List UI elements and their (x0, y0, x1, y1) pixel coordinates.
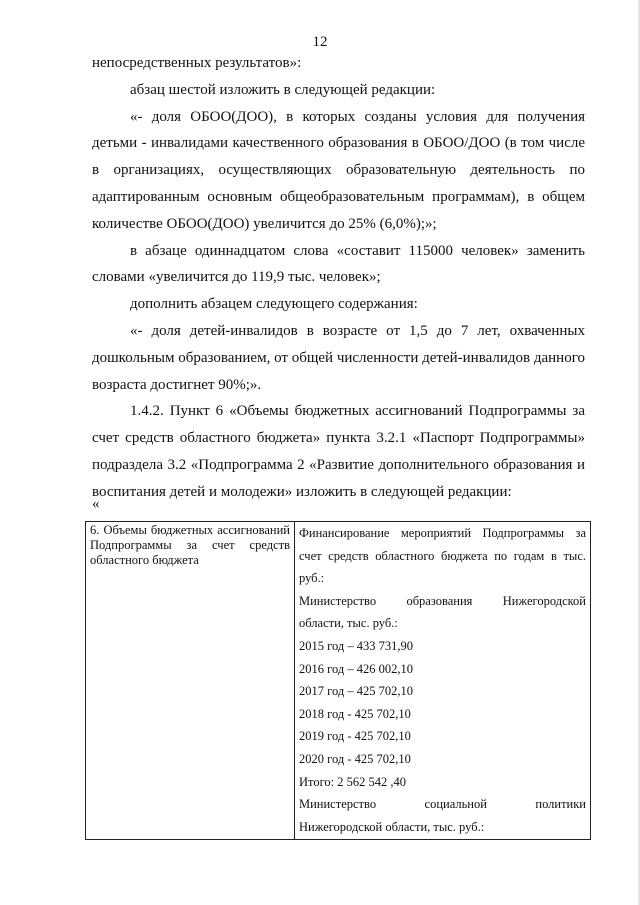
table-line: Министерство социальной политики (299, 797, 586, 812)
page-number: 12 (312, 34, 328, 50)
table-line: 2017 год – 425 702,10 (299, 684, 413, 699)
table-line: счет средств областного бюджета по годам в тыс. (299, 548, 586, 563)
paragraph: «- доля детей-инвалидов в возрасте от 1,5 до 7 лет, охваченных дошкольным образованием, от общей численности детей-инвалидов данного возраста достигнет 90%;». (92, 322, 585, 393)
paragraph: «- доля ОБОО(ДОО), в которых созданы условия для получения детьми - инвалидами качественного образования в ОБОО/ДОО (в том числе в организациях, осуществляющих образовательную деятельность по адаптированным основным общеобразовательным программам), в общем количестве ОБОО(ДОО) увеличится до 25% (6,0%);»; (92, 108, 585, 232)
paragraph: непосредственных результатов»: (92, 55, 302, 71)
opening-quote: « (92, 496, 100, 512)
table-line: 2015 год – 433 731,90 (299, 638, 413, 653)
table-cell-content (295, 522, 591, 840)
table-row (86, 522, 591, 840)
paragraph: 1.4.2. Пункт 6 «Объемы бюджетных ассигнований Подпрограммы за счет средств областного бюджета» пункта 3.2.1 «Паспорт Подпрограммы» подраздела 3.2 «Подпрограмма 2 «Развитие дополнительного образования и воспитания детей и молодежи» изложить в следующей редакции: (92, 403, 585, 500)
table-line: Итого: 2 562 542 ,40 (299, 774, 406, 789)
table-line: Министерство образования Нижегородской (299, 593, 586, 608)
table-cell-label: 6. Объемы бюджетных ассигнований Подпрограммы за счет средств областного бюджета (86, 522, 295, 840)
paragraph: в абзаце одиннадцатом слова «составит 115000 человек» заменить словами «увеличится до 119,9 тыс. человек»; (92, 242, 585, 286)
table-line: 2020 год - 425 702,10 (299, 751, 411, 766)
table-line: 2019 год - 425 702,10 (299, 729, 411, 744)
table-line: области, тыс. руб.: (299, 616, 398, 631)
paragraph: абзац шестой изложить в следующей редакции: (130, 81, 436, 98)
table-line: руб.: (299, 571, 325, 586)
document-body (92, 50, 585, 506)
table-line: Нижегородской области, тыс. руб.: (299, 819, 485, 834)
table-line: Финансирование мероприятий Подпрограммы за (299, 526, 586, 540)
table-line: 2018 год - 425 702,10 (299, 706, 411, 721)
table-line: 2016 год – 426 002,10 (299, 661, 413, 676)
paragraph: дополнить абзацем следующего содержания: (130, 296, 418, 313)
passport-table (85, 521, 591, 840)
